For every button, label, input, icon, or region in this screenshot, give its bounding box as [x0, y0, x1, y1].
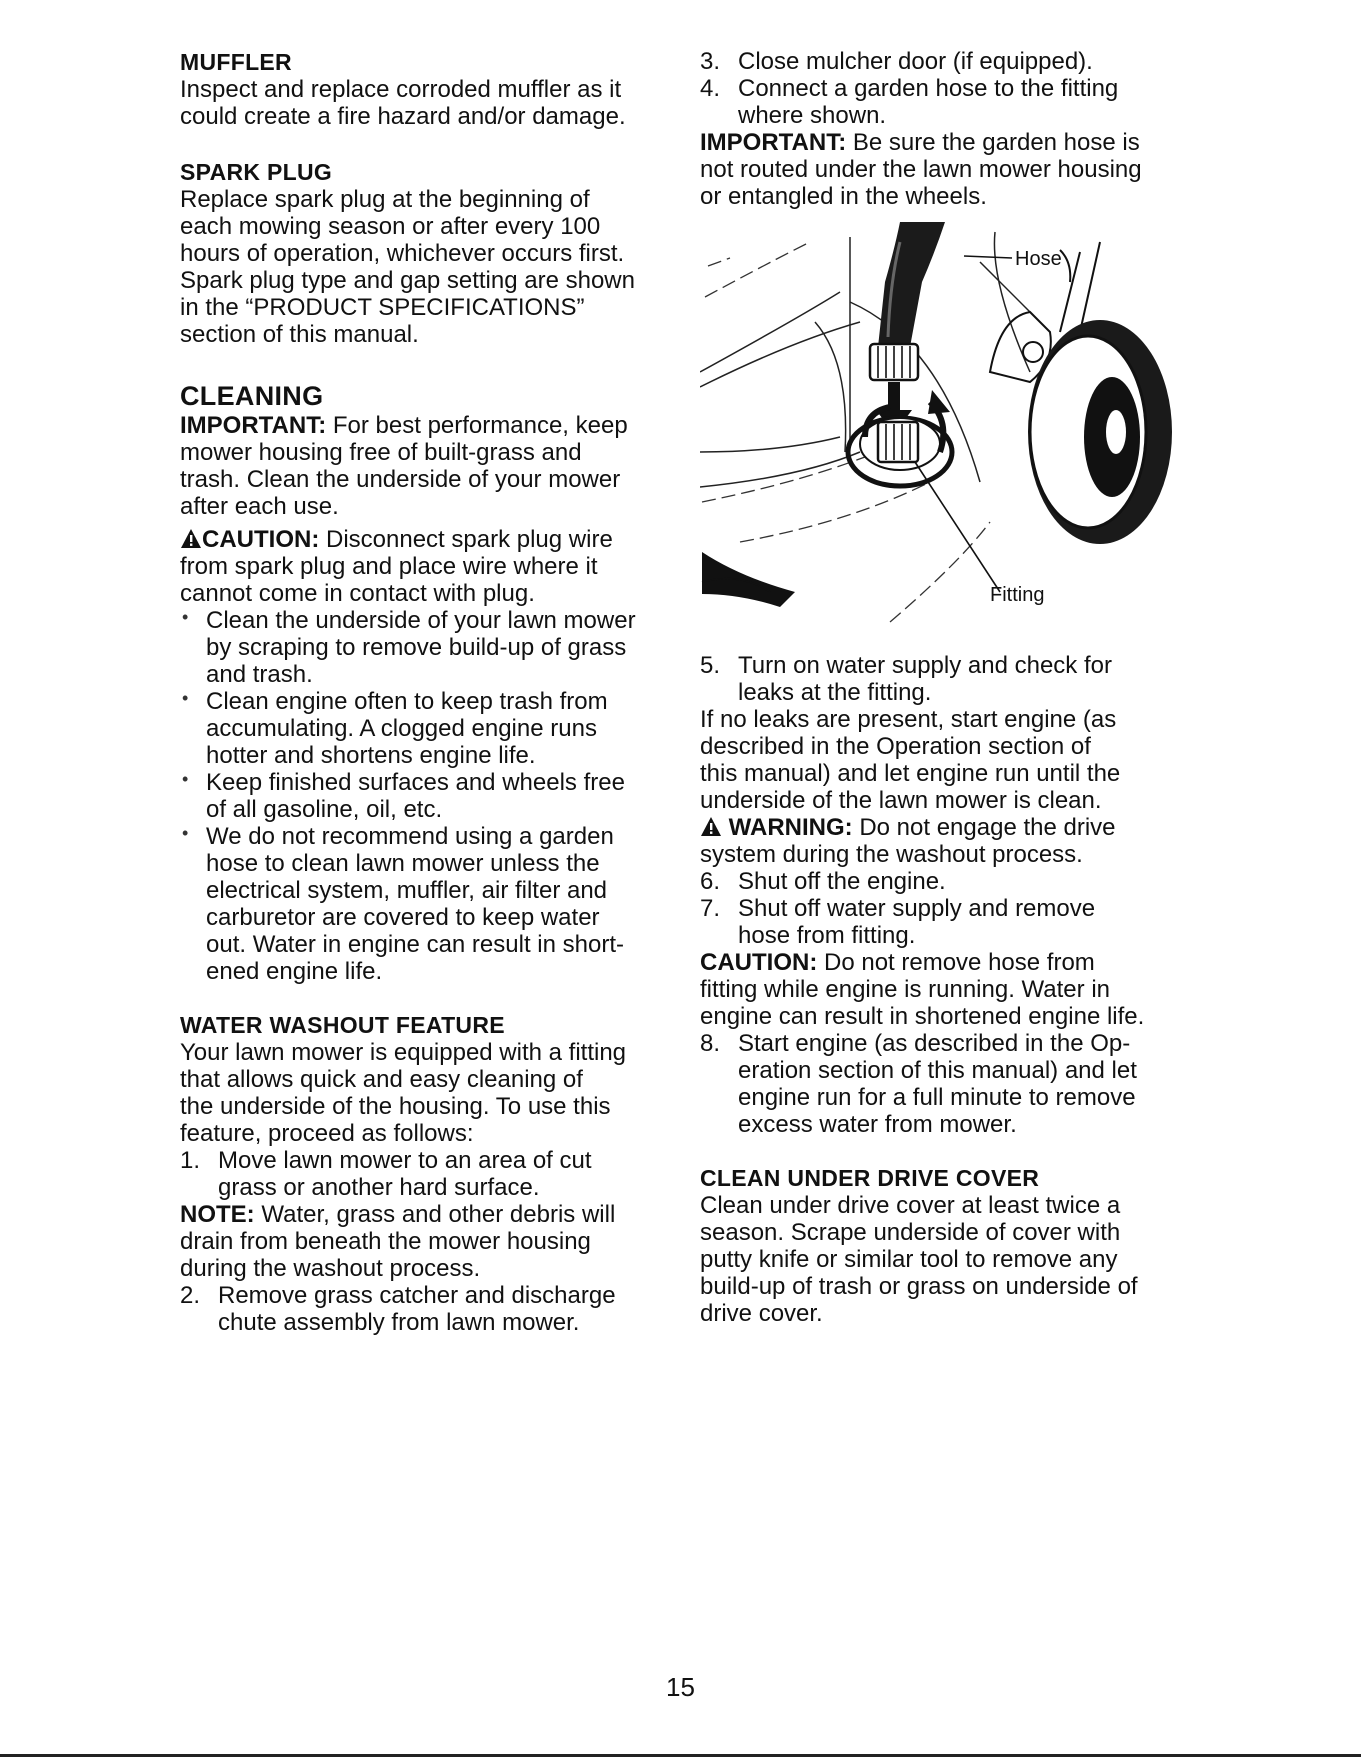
important-line: not routed under the lawn mower housing — [700, 156, 1142, 183]
important-line: IMPORTANT: For best performance, keep — [180, 412, 628, 439]
caution-line: fitting while engine is running. Water in — [700, 976, 1110, 1003]
page-number: 15 — [666, 1672, 695, 1702]
spark-line: each mowing season or after every 100 — [180, 213, 601, 240]
water-washout-heading: WATER WASHOUT FEATURE — [180, 1012, 505, 1038]
list-item: • We do not recommend using a garden hose to clean lawn mower unless the electrical system, muffler, air filter and carburetor are covered to keep water out. Water in engine can result in short- ened engine life. — [180, 823, 670, 985]
cleaning-heading: CLEANING — [180, 381, 324, 411]
spark-line: Replace spark plug at the beginning of — [180, 186, 590, 213]
drive-line: build-up of trash or grass on underside of — [700, 1273, 1138, 1300]
drive-line: putty knife or similar tool to remove any — [700, 1246, 1118, 1273]
important-line: IMPORTANT: Be sure the garden hose is — [700, 129, 1140, 156]
muffler-line: Inspect and replace corroded muffler as it — [180, 76, 622, 103]
muffler-line: could create a fire hazard and/or damage. — [180, 103, 626, 130]
spark-line: Spark plug type and gap setting are shown — [180, 267, 635, 294]
caution-line: cannot come in contact with plug. — [180, 580, 535, 607]
step-1: 1. Move lawn mower to an area of cut grass or another hard surface. — [180, 1147, 592, 1201]
note-label: NOTE: — [180, 1201, 255, 1228]
step-3: 3. Close mulcher door (if equipped). — [700, 48, 1093, 75]
muffler-heading: MUFFLER — [180, 49, 292, 75]
warning-triangle-icon — [700, 816, 722, 838]
washout-line: feature, proceed as follows: — [180, 1120, 474, 1147]
washout-line: the underside of the housing. To use this — [180, 1093, 611, 1120]
important-label: IMPORTANT: — [700, 129, 847, 156]
mower-washout-diagram — [700, 222, 1190, 642]
list-item: • Keep finished surfaces and wheels free of all gasoline, oil, etc. — [180, 769, 670, 823]
caution-line: CAUTION: Do not remove hose from — [700, 949, 1095, 976]
warning-line: system during the washout process. — [700, 841, 1083, 868]
important-label: IMPORTANT: — [180, 412, 327, 439]
drive-line: Clean under drive cover at least twice a — [700, 1192, 1121, 1219]
step-5: 5. Turn on water supply and check for leaks at the fitting. — [700, 652, 1112, 706]
washout-line: that allows quick and easy cleaning of — [180, 1066, 583, 1093]
caution-label: CAUTION: — [700, 949, 818, 976]
list-item: • Clean the underside of your lawn mower by scraping to remove build-up of grass and trash. — [180, 607, 670, 688]
note-line: NOTE: Water, grass and other debris will — [180, 1201, 616, 1228]
list-item: • Clean engine often to keep trash from accumulating. A clogged engine runs hotter and shortens engine life. — [180, 688, 670, 769]
left-column — [180, 48, 670, 1336]
spark-line: hours of operation, whichever occurs first. — [180, 240, 625, 267]
important-line: mower housing free of built-grass and — [180, 439, 582, 466]
caution-label: CAUTION: — [202, 526, 320, 553]
caution-line: from spark plug and place wire where it — [180, 553, 598, 580]
hose-label: Hose — [1015, 248, 1062, 270]
paragraph-line: If no leaks are present, start engine (as — [700, 706, 1117, 733]
note-line: drain from beneath the mower housing — [180, 1228, 591, 1255]
step-4: 4. Connect a garden hose to the fitting where shown. — [700, 75, 1119, 129]
washout-line: Your lawn mower is equipped with a fitting — [180, 1039, 627, 1066]
caution-line: CAUTION: Disconnect spark plug wire — [180, 526, 670, 553]
clean-under-drive-cover-heading: CLEAN UNDER DRIVE COVER — [700, 1165, 1040, 1191]
spark-plug-heading: SPARK PLUG — [180, 159, 333, 185]
drive-line: season. Scrape underside of cover with — [700, 1219, 1121, 1246]
spark-line: section of this manual. — [180, 321, 419, 348]
hose-fitting-illustration — [700, 222, 1190, 642]
important-line: trash. Clean the underside of your mower — [180, 466, 621, 493]
paragraph-line: described in the Operation section of — [700, 733, 1091, 760]
step-7: 7. Shut off water supply and remove hose from fitting. — [700, 895, 1096, 949]
paragraph-line: this manual) and let engine run until the — [700, 760, 1121, 787]
bottom-rule — [0, 1754, 1361, 1757]
spark-line: in the “PRODUCT SPECIFICATIONS” — [180, 294, 585, 321]
warning-line: WARNING: Do not engage the drive — [700, 814, 1190, 841]
paragraph-line: underside of the lawn mower is clean. — [700, 787, 1102, 814]
step-2: 2. Remove grass catcher and discharge chute assembly from lawn mower. — [180, 1282, 616, 1336]
step-6: 6. Shut off the engine. — [700, 868, 946, 895]
caution-line: engine can result in shortened engine life. — [700, 1003, 1145, 1030]
warning-label: WARNING: — [728, 814, 853, 841]
important-line: after each use. — [180, 493, 339, 520]
drive-line: drive cover. — [700, 1300, 823, 1327]
note-line: during the washout process. — [180, 1255, 481, 1282]
step-8: 8. Start engine (as described in the Op- eration section of this manual) and let engine run for a full minute to remove excess water from mower. — [700, 1030, 1137, 1138]
right-column — [700, 48, 1190, 1327]
important-line: or entangled in the wheels. — [700, 183, 987, 210]
warning-triangle-icon — [180, 528, 202, 550]
fitting-label: Fitting — [990, 584, 1045, 606]
